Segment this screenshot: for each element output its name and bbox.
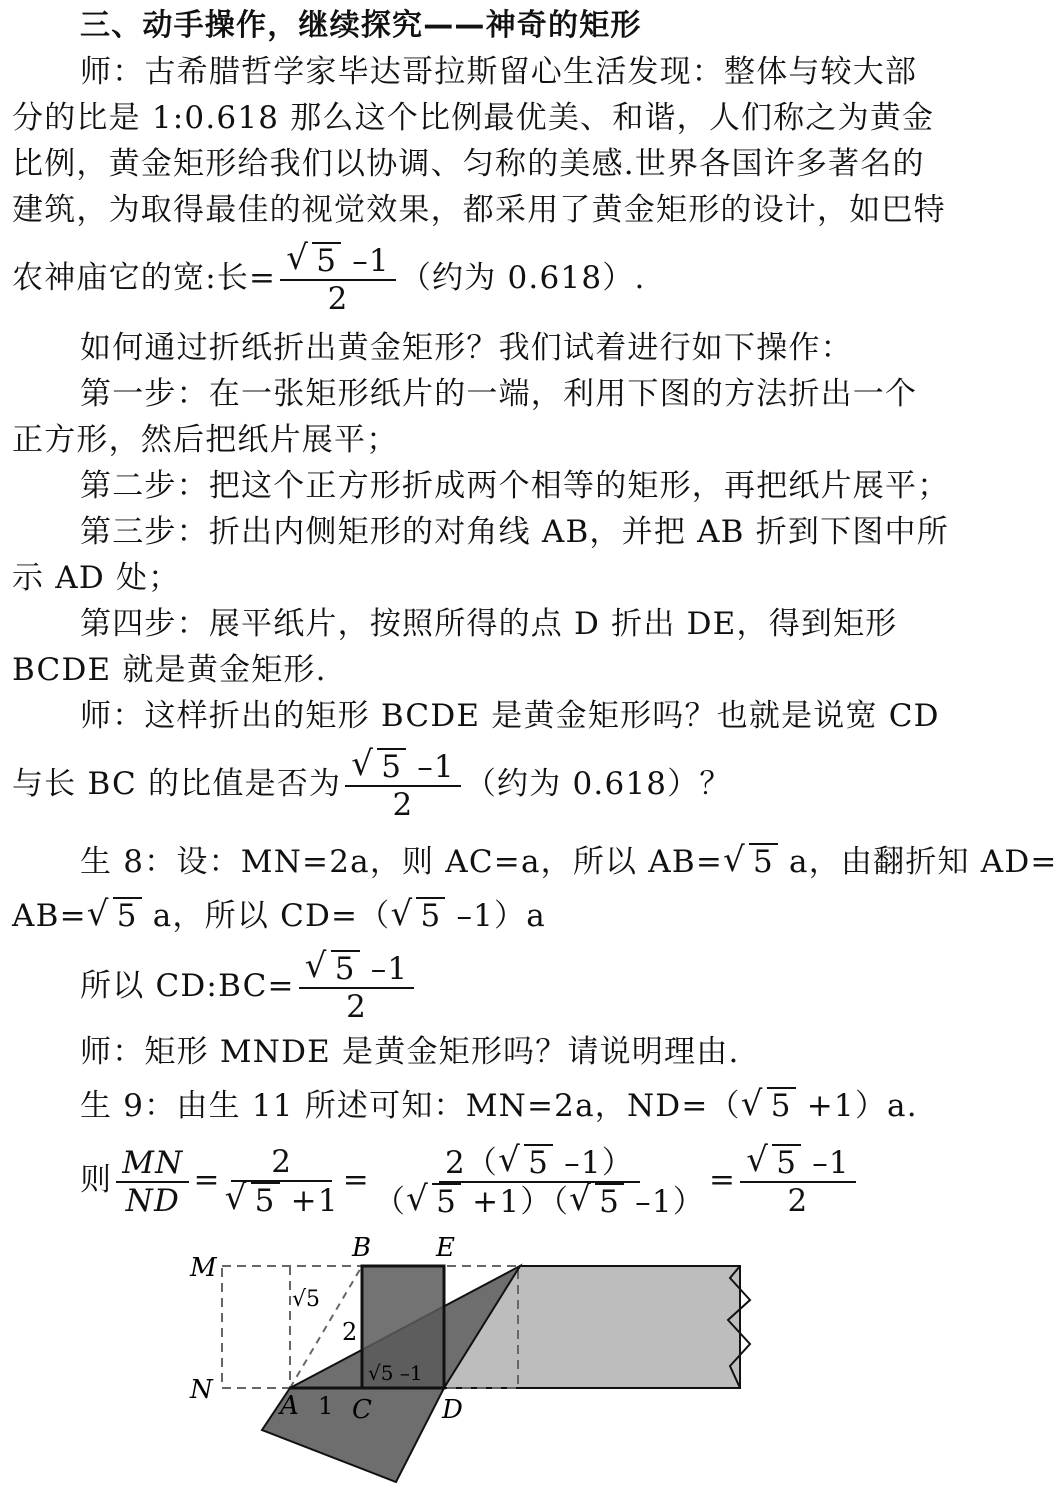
label-N: N xyxy=(190,1375,213,1405)
derivation-line: 则 $\frac{MN}{ND}$ = 2 √ 5 +1 = $\frac{2(√ 5 -1)}{(√ 5 +1)(√ 5 -1)}$ = √ $\frac{5 -1}{2}$ xyxy=(80,1140,860,1220)
step-line: 第二步：把这个正方形折成两个相等的矩形，再把纸片展平； xyxy=(80,468,950,504)
paragraph-line: 如何通过折纸折出黄金矩形？我们试着进行如下操作： xyxy=(80,330,853,366)
paragraph-line: 分的比是 1:0.618 那么这个比例最优美、和谐，人们称之为黄金 xyxy=(12,100,935,136)
label-C: C xyxy=(352,1395,372,1425)
label-one: 1 xyxy=(318,1392,334,1420)
step-line: 正方形，然后把纸片展平； xyxy=(12,422,399,458)
label-B: B xyxy=(352,1233,372,1263)
golden-fraction: √ $\frac{5 -1}{2}$ xyxy=(280,242,396,317)
step-line: 示 AD 处； xyxy=(12,560,181,596)
label-M: M xyxy=(190,1253,217,1283)
student8-line: 生 8：设：MN=2a，则 AC=a，所以 AB=√ 5 a，由翻折知 AD= xyxy=(80,842,1058,882)
paragraph-line: 建筑，为取得最佳的视觉效果，都采用了黄金矩形的设计，如巴特 xyxy=(12,192,946,228)
step-line: 第三步：折出内侧矩形的对角线 AB，并把 AB 折到下图中所 xyxy=(80,514,949,550)
step-line: BCDE 就是黄金矩形. xyxy=(12,652,327,688)
student8-line: AB=√ 5 a，所以 CD=（√ 5 –1）a xyxy=(12,896,546,936)
question-line: 师：这样折出的矩形 BCDE 是黄金矩形吗？也就是说宽 CD xyxy=(80,698,940,734)
cd-bc-line: 所以 CD:BC= √ $\frac{5 -1}{2}$ xyxy=(80,950,418,1025)
golden-fraction: √ $\frac{5 -1}{2}$ xyxy=(345,748,461,823)
question-line: 师：矩形 MNDE 是黄金矩形吗？请说明理由. xyxy=(80,1034,740,1070)
label-sqrt5: √5 xyxy=(292,1287,321,1312)
ratio-prefix: 农神庙它的宽:长= xyxy=(12,260,277,296)
step-line: 第一步：在一张矩形纸片的一端，利用下图的方法折出一个 xyxy=(80,376,918,412)
paragraph-line: 师：古希腊哲学家毕达哥拉斯留心生活发现：整体与较大部 xyxy=(80,54,918,90)
sqrt5: √ 5 xyxy=(286,242,341,279)
paragraph-line: 比例，黄金矩形给我们以协调、匀称的美感.世界各国许多著名的 xyxy=(12,146,925,182)
approx-note: （约为 0.618）. xyxy=(399,260,646,296)
question-ratio-line: 与长 BC 的比值是否为 √ $\frac{5 -1}{2}$ （约为 0.618）？ xyxy=(12,748,732,823)
section-heading: 三、动手操作，继续探究——神奇的矩形 xyxy=(80,8,642,43)
label-sqrt5-minus-1: √5 –1 xyxy=(368,1361,423,1385)
label-E: E xyxy=(436,1233,455,1263)
step-line: 第四步：展平纸片，按照所得的点 D 折出 DE，得到矩形 xyxy=(80,606,898,642)
label-A: A xyxy=(280,1391,299,1421)
label-two: 2 xyxy=(342,1318,358,1346)
label-D: D xyxy=(442,1395,463,1425)
student9-line: 生 9：由生 11 所述可知：MN=2a，ND=（√ 5 +1）a. xyxy=(80,1086,918,1126)
